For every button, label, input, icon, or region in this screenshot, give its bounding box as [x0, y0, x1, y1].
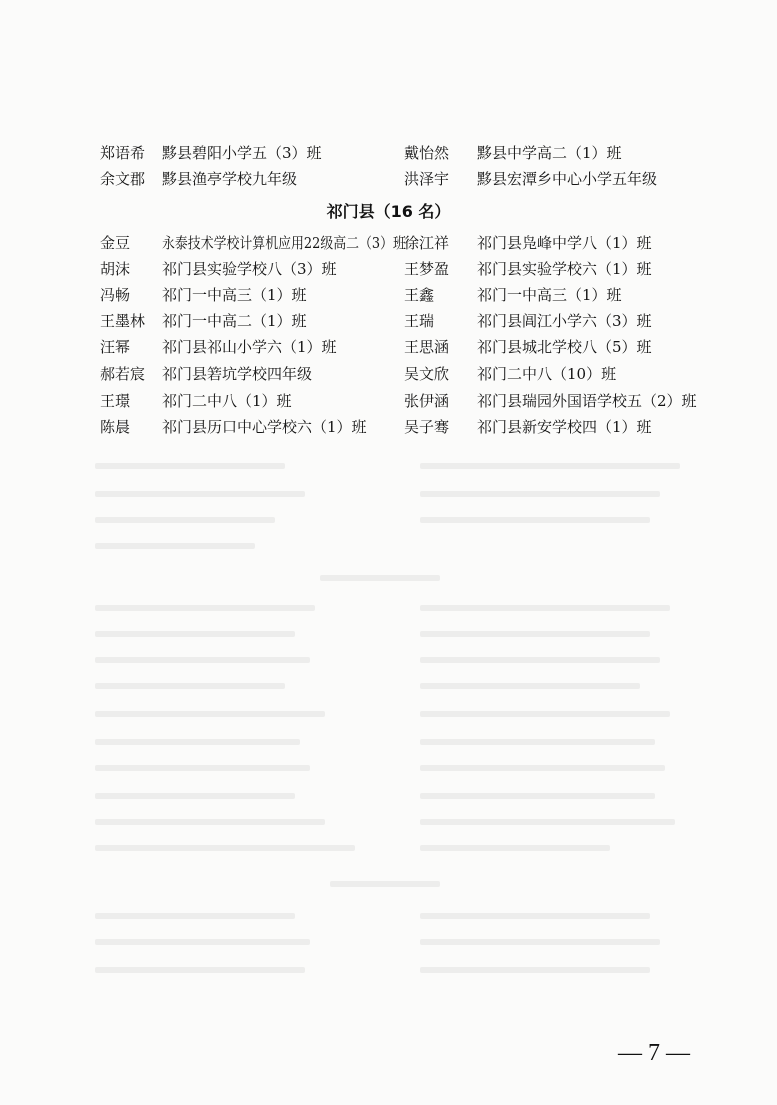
school-class: 祁门县新安学校四（1）班 — [477, 418, 652, 436]
student-name: 金豆 — [100, 234, 131, 252]
school-class: 祁门县阊江小学六（3）班 — [477, 312, 652, 330]
school-class: 祁门一中高三（1）班 — [162, 286, 307, 304]
award-row — [0, 361, 777, 387]
school-class: 黟县碧阳小学五（3）班 — [162, 144, 322, 162]
award-row — [0, 282, 777, 308]
show-through-texture — [0, 455, 777, 995]
award-row — [0, 414, 777, 440]
student-name: 徐江祥 — [404, 234, 450, 252]
student-name: 吴文欣 — [404, 365, 450, 383]
school-class: 祁门县箬坑学校四年级 — [162, 365, 313, 383]
student-name: 王墨林 — [100, 312, 146, 330]
student-name: 胡沫 — [100, 260, 131, 278]
school-class: 祁门二中八（10）班 — [477, 365, 617, 383]
award-row — [0, 308, 777, 334]
school-class: 祁门一中高三（1）班 — [477, 286, 622, 304]
school-class: 祁门县实验学校六（1）班 — [477, 260, 652, 278]
student-name: 戴怡然 — [404, 144, 450, 162]
school-class: 祁门县实验学校八（3）班 — [162, 260, 337, 278]
student-name: 郝若宸 — [100, 365, 146, 383]
school-class: 祁门一中高二（1）班 — [162, 312, 307, 330]
school-class: 黟县渔亭学校九年级 — [162, 170, 298, 188]
student-name: 汪幂 — [100, 338, 131, 356]
student-name: 王梦盈 — [404, 260, 450, 278]
student-name: 郑语希 — [100, 144, 146, 162]
school-class: 祁门县历口中心学校六（1）班 — [162, 418, 367, 436]
school-class: 祁门县祁山小学六（1）班 — [162, 338, 337, 356]
school-class: 祁门县城北学校八（5）班 — [477, 338, 652, 356]
student-name: 洪泽宇 — [404, 170, 450, 188]
student-name: 陈晨 — [100, 418, 131, 436]
school-class: 黟县中学高二（1）班 — [477, 144, 622, 162]
student-name: 张伊涵 — [404, 392, 450, 410]
school-class: 祁门县瑞园外国语学校五（2）班 — [477, 392, 697, 410]
award-row — [0, 388, 777, 414]
student-name: 王鑫 — [404, 286, 435, 304]
student-name: 王璟 — [100, 392, 131, 410]
school-class: 黟县宏潭乡中心小学五年级 — [477, 170, 658, 188]
student-name: 王瑞 — [404, 312, 435, 330]
school-class: 祁门二中八（1）班 — [162, 392, 292, 410]
student-name: 冯畅 — [100, 286, 131, 304]
page-number: — 7 — — [618, 1040, 690, 1066]
award-row — [0, 256, 777, 282]
award-row — [0, 230, 777, 256]
award-row — [0, 140, 777, 166]
section-heading: 祁门县（16 名） — [326, 202, 451, 221]
award-row — [0, 166, 777, 192]
student-name: 王思涵 — [404, 338, 450, 356]
school-class: 祁门县凫峰中学八（1）班 — [477, 234, 652, 252]
award-row — [0, 334, 777, 360]
school-class-text: 永泰技术学校计算机应用22级高二（3）班 — [162, 234, 406, 252]
student-name: 余文郡 — [100, 170, 146, 188]
student-name: 吴子骞 — [404, 418, 450, 436]
